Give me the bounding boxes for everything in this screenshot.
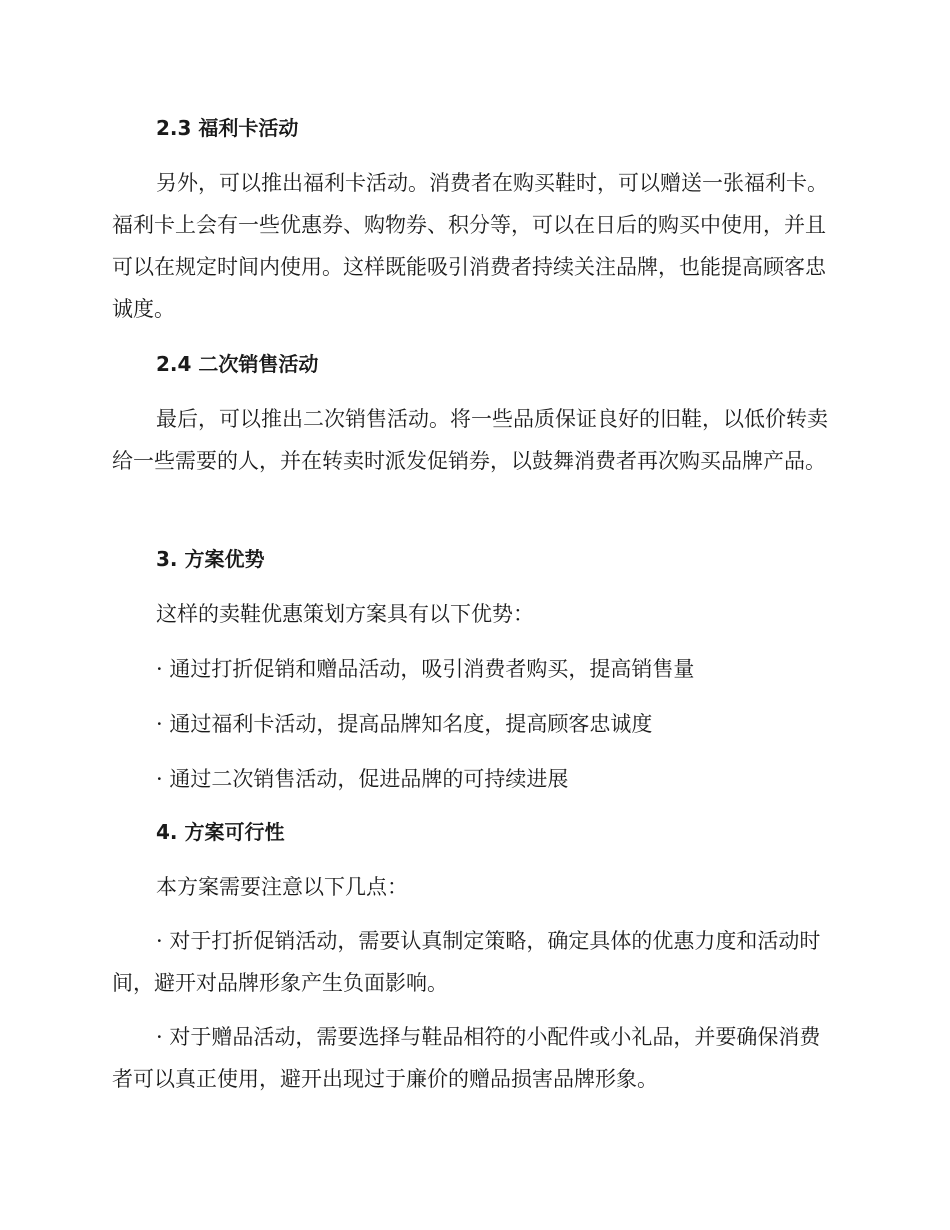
paragraph-welfare-card: 另外，可以推出福利卡活动。消费者在购买鞋时，可以赠送一张福利卡。福利卡上会有一些优惠券、购物券、积分等，可以在日后的购买中使用，并且可以在规定时间内使用。这样既能吸引消费者持续关注品牌，也能提高顾客忠诚度。 — [112, 171, 828, 321]
heading-2-4: 2.4 二次销售活动 — [156, 352, 319, 376]
heading-2-3: 2.3 福利卡活动 — [156, 116, 299, 140]
feasibility-item-1: · 对于打折促销活动，需要认真制定策略，确定具体的优惠力度和活动时间，避开对品牌形象产生负面影响。 — [112, 929, 821, 995]
advantage-item-3: · 通过二次销售活动，促进品牌的可持续进展 — [156, 767, 569, 791]
heading-4: 4. 方案可行性 — [156, 820, 285, 844]
advantages-intro: 这样的卖鞋优惠策划方案具有以下优势： — [156, 602, 534, 626]
paragraph-second-sale: 最后，可以推出二次销售活动。将一些品质保证良好的旧鞋，以低价转卖给一些需要的人，并在转卖时派发促销券，以鼓舞消费者再次购买品牌产品。 — [112, 407, 828, 473]
feasibility-item-2: · 对于赠品活动，需要选择与鞋品相符的小配件或小礼品，并要确保消费者可以真正使用，避开出现过于廉价的赠品损害品牌形象。 — [112, 1025, 821, 1091]
heading-3: 3. 方案优势 — [156, 547, 265, 571]
advantage-item-1: · 通过打折促销和赠品活动，吸引消费者购买，提高销售量 — [156, 657, 695, 681]
feasibility-intro: 本方案需要注意以下几点： — [156, 875, 408, 899]
advantage-item-2: · 通过福利卡活动，提高品牌知名度，提高顾客忠诚度 — [156, 712, 653, 736]
